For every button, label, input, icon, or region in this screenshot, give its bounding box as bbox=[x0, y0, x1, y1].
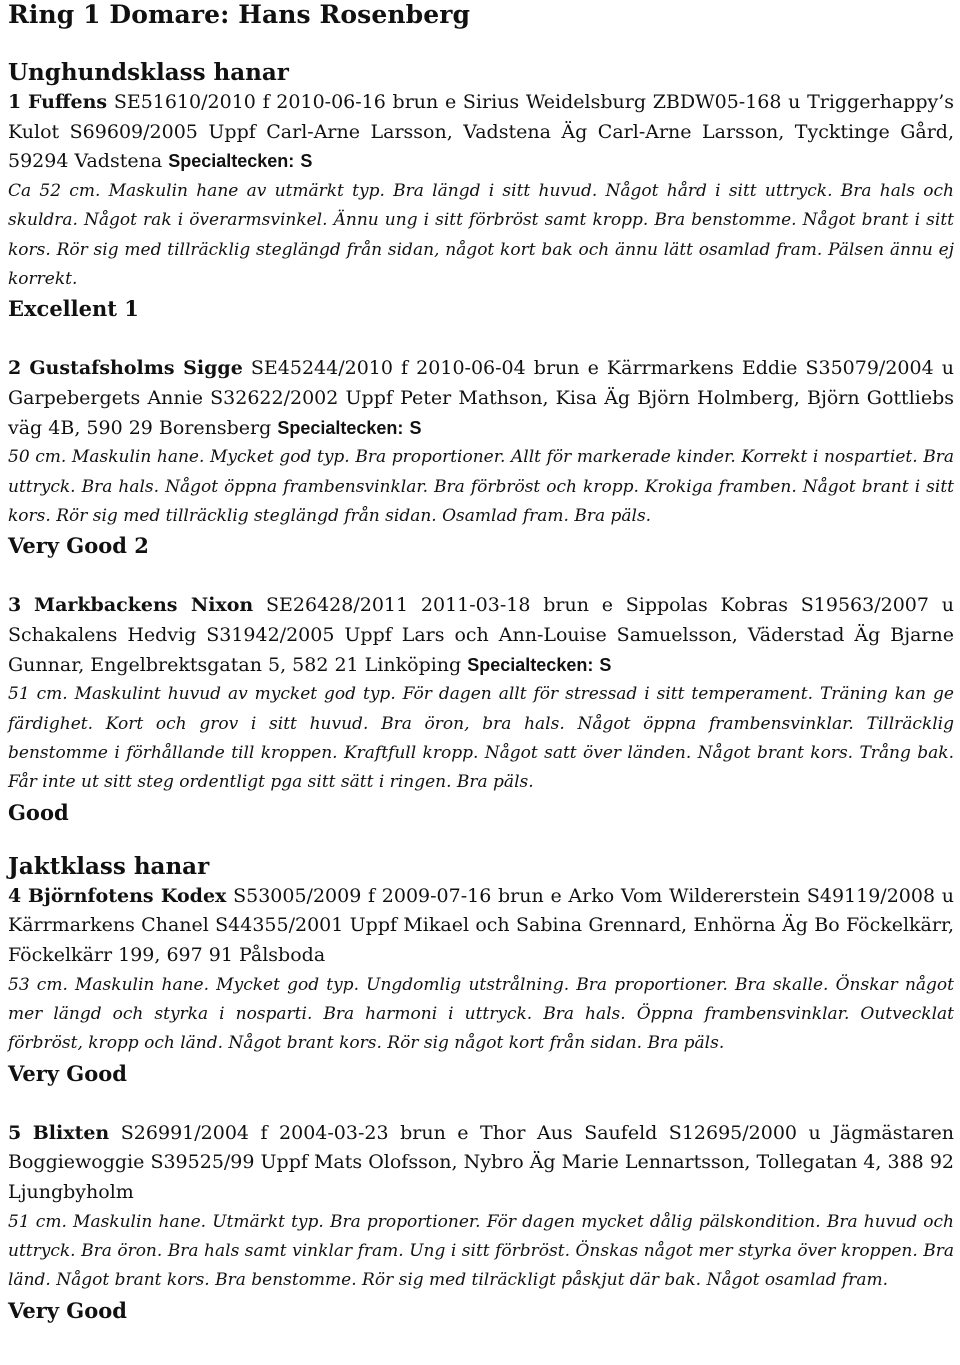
dog-name: Gustafsholms Sigge bbox=[29, 357, 243, 380]
entry-spacer bbox=[8, 1089, 954, 1119]
special-label: Specialtecken: bbox=[168, 151, 295, 172]
entry-number: 2 bbox=[8, 357, 22, 380]
dog-name: Blixten bbox=[32, 1121, 110, 1144]
special-label: Specialtecken: bbox=[467, 654, 594, 675]
entry-number: 1 bbox=[8, 91, 22, 113]
critique-text: 53 cm. Maskulin hane. Mycket god typ. Ungdomlig utstrålning. Bra proportioner. Bra skalle. Önskar något mer längd och styrka i nosparti. Bra harmoni i uttryck. Bra hals. Öppna frambensvinklar. Outvecklat förbröst, kropp och länd. Något brant kors. Rör sig något kort från sidan. Bra päls. bbox=[8, 974, 954, 1054]
dog-name: Fuffens bbox=[27, 91, 108, 113]
entry-number: 3 bbox=[8, 594, 22, 617]
dog-details: SE51610/2010 f 2010-06-16 brun e Sirius Weidelsburg ZBDW05-168 u Triggerhappy’s Kulot S69609/2005 Uppf Carl-Arne Larsson, Vadstena Äg Carl-Arne Larsson, Tycktinge Gård, 59294 Vadstena bbox=[8, 91, 955, 173]
registration-line bbox=[8, 882, 954, 971]
critique-text: 50 cm. Maskulin hane. Mycket god typ. Bra proportioner. Allt för markerade kinder. Korrekt i nospartiet. Bra uttryck. Bra hals. Något öppna frambensvinklar. Bra förbröst och kropp. Krokiga framben. Något brant i sitt kors. Rör sig med tillräcklig steglängd från sidan. Osamlad fram. Bra päls. bbox=[8, 447, 954, 526]
dog-entry-3 bbox=[8, 591, 954, 827]
registration-line bbox=[8, 1119, 954, 1208]
dog-name: Björnfotens Kodex bbox=[27, 884, 227, 907]
entry-spacer bbox=[8, 561, 954, 591]
dog-details: S53005/2009 f 2009-07-16 brun e Arko Vom Wildererstein S49119/2008 u Kärrmarkens Chanel S44355/2001 Uppf Mikael och Sabina Grennard, Enhörna Äg Bo Föckelkärr, Föckelkärr 199, 697 91 Pålsboda bbox=[8, 884, 954, 966]
entry-number: 5 bbox=[8, 1121, 22, 1144]
dog-details: S26991/2004 f 2004-03-23 brun e Thor Aus Saufeld S12695/2000 u Jägmästaren Boggiewoggie S39525/99 Uppf Mats Olofsson, Nybro Äg Marie Lennartsson, Tollegatan 4, 388 92 Ljungbyholm bbox=[8, 1121, 954, 1203]
page-title: Ring 1 Domare: Hans Rosenberg bbox=[8, 0, 471, 29]
special-value: S bbox=[599, 654, 612, 675]
dog-name: Markbackens Nixon bbox=[34, 594, 254, 617]
class-heading-unghundsklass: Unghundsklass hanar bbox=[8, 59, 289, 86]
entry-number: 4 bbox=[8, 884, 22, 907]
grade-result: Very Good bbox=[8, 1297, 127, 1323]
registration-line bbox=[8, 591, 954, 680]
dog-entry-2 bbox=[8, 354, 954, 561]
dog-entry-1 bbox=[8, 88, 954, 324]
dog-entry-4 bbox=[8, 882, 954, 1089]
registration-line bbox=[8, 88, 954, 177]
grade-result: Very Good 2 bbox=[8, 533, 149, 559]
critique-text: 51 cm. Maskulint huvud av mycket god typ. För dagen allt för stressad i sitt temperament. Träning kan ge färdighet. Kort och grov i sitt huvud. Bra öron, bra hals. Något öppna frambensvinklar. Tillräcklig benstomme i förhållande till kroppen. Kraftfull kropp. Något satt över länden. Något brant kors. Trång bak. Får inte ut sitt steg ordentligt pga sitt sätt i ringen. Bra päls. bbox=[8, 684, 954, 793]
dog-entry-5 bbox=[8, 1119, 954, 1326]
grade-result: Excellent 1 bbox=[8, 296, 139, 322]
special-value: S bbox=[409, 417, 422, 438]
entry-spacer bbox=[8, 324, 954, 354]
critique-text: Ca 52 cm. Maskulin hane av utmärkt typ. Bra längd i sitt huvud. Något hård i sitt uttryck. Bra hals och skuldra. Något rak i överarmsvinkel. Ännu ung i sitt förbröst samt kropp. Bra benstomme. Något brant i sitt kors. Rör sig med tillräcklig steglängd från sidan, något kort bak och ännu lätt osamlad fram. Pälsen ännu ej korrekt. bbox=[8, 180, 954, 289]
class-heading-jaktklass: Jaktklass hanar bbox=[8, 852, 210, 880]
registration-line bbox=[8, 354, 954, 443]
special-value: S bbox=[300, 151, 313, 172]
grade-result: Very Good bbox=[8, 1060, 127, 1086]
document-page bbox=[8, 0, 954, 1326]
critique-text: 51 cm. Maskulin hane. Utmärkt typ. Bra proportioner. För dagen mycket dålig pälskondition. Bra huvud och uttryck. Bra öron. Bra hals samt vinklar fram. Ung i sitt förbröst. Önskas något mer styrka över kroppen. Bra länd. Något brant kors. Bra benstomme. Rör sig med tilräckligt påskjut där bak. Något osamlad fram. bbox=[8, 1211, 954, 1291]
dog-details: SE45244/2010 f 2010-06-04 brun e Kärrmarkens Eddie S35079/2004 u Garpebergets Annie S32622/2002 Uppf Peter Mathson, Kisa Äg Björn Holmberg, Björn Gottliebs väg 4B, 590 29 Borensberg bbox=[8, 357, 955, 439]
special-label: Specialtecken: bbox=[277, 417, 404, 438]
dog-details: SE26428/2011 2011-03-18 brun e Sippolas Kobras S19563/2007 u Schakalens Hedvig S31942/2005 Uppf Lars och Ann-Louise Samuelsson, Väderstad Äg Bjarne Gunnar, Engelbrektsgatan 5, 582 21 Linköping bbox=[8, 594, 955, 676]
grade-result: Good bbox=[8, 799, 69, 825]
